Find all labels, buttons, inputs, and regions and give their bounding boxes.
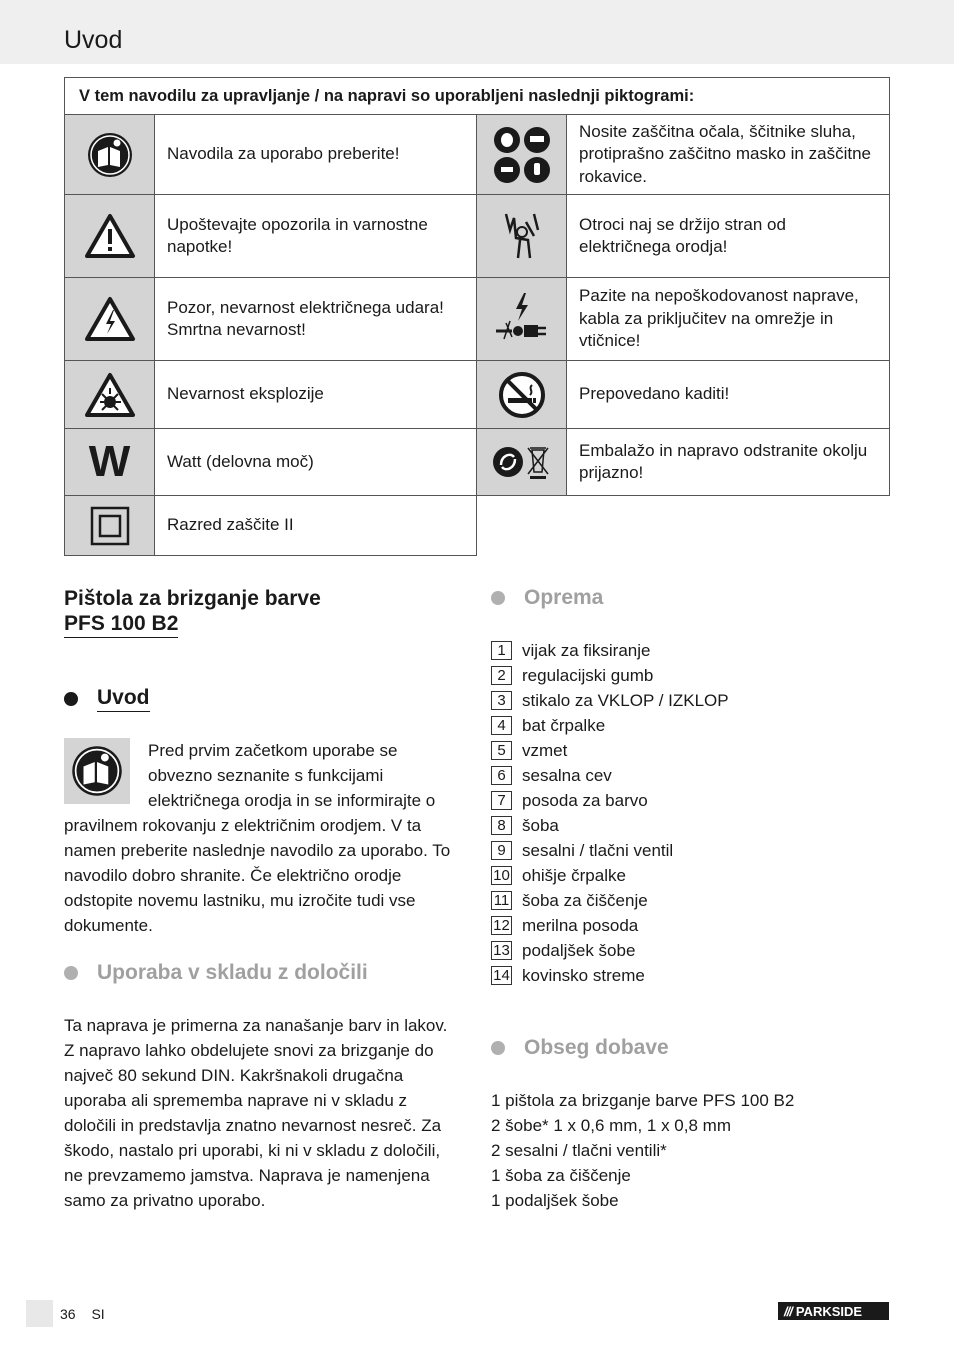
- equipment-number: 7: [491, 791, 512, 810]
- equipment-number: 8: [491, 816, 512, 835]
- read-manual-icon: [64, 738, 130, 804]
- delivery-section: [491, 1036, 891, 1060]
- bullet-icon: [491, 591, 505, 605]
- pictogram-text: Watt (delovna moč): [155, 429, 477, 496]
- footer-marker: [26, 1300, 53, 1327]
- equipment-label: šoba za čiščenje: [522, 890, 648, 910]
- equipment-label: šoba: [522, 815, 559, 835]
- pictogram-text: Razred zaščite II: [155, 496, 477, 556]
- equipment-number: 11: [491, 891, 512, 910]
- equipment-item: [491, 913, 891, 938]
- delivery-item: 2 sesalni / tlačni ventili*: [491, 1141, 667, 1160]
- page-header-bar: [0, 0, 954, 64]
- pictogram-text: Prepovedano kaditi!: [567, 361, 890, 429]
- equipment-number: 14: [491, 966, 512, 985]
- page-title: Uvod: [64, 26, 123, 54]
- intro-heading: Uvod: [64, 686, 464, 712]
- equipment-number: 9: [491, 841, 512, 860]
- equipment-item: [491, 713, 891, 738]
- equipment-number: 4: [491, 716, 512, 735]
- equipment-number: 12: [491, 916, 512, 935]
- brand-name: PARKSIDE: [795, 1303, 863, 1319]
- equipment-item: [491, 813, 891, 838]
- equipment-label: podaljšek šobe: [522, 940, 636, 960]
- equipment-item: [491, 788, 891, 813]
- usage-text: Ta naprava je primerna za nanašanje barv in lakov. Z napravo lahko obdelujete snovi za brizganje do največ 80 sekund DIN. Kakršnakoli drugačna uporaba ali sprememba naprave ni v skladu z določili in predstavlja znatno nevarnost nesreč. Za škodo, nastalo pri uporabi, ki ni v skladu z določili, ne prevzamemo jamstva. Naprava je namenjena samo za privatno uporabo.: [64, 1016, 448, 1210]
- protective-gear-icon: [477, 115, 567, 195]
- equipment-item: [491, 963, 891, 988]
- delivery-item: 1 podaljšek šobe: [491, 1191, 619, 1210]
- delivery-item: 2 šobe* 1 x 0,6 mm, 1 x 0,8 mm: [491, 1116, 731, 1135]
- intro-body: [64, 738, 462, 938]
- usage-section: [64, 961, 464, 985]
- bullet-icon: [64, 692, 78, 706]
- equipment-item: [491, 688, 891, 713]
- pictogram-text: Nosite zaščitna očala, ščitnike sluha, protiprašno zaščitno masko in zaščitne rokavice.: [567, 115, 890, 195]
- pictogram-text: Embalažo in napravo odstranite okolju prijazno!: [567, 429, 890, 496]
- equipment-number: 2: [491, 666, 512, 685]
- pictogram-table: [64, 77, 890, 556]
- equipment-number: 6: [491, 766, 512, 785]
- bullet-icon: [64, 966, 78, 980]
- equipment-section: [491, 586, 891, 610]
- no-smoking-icon: [477, 361, 567, 429]
- page-number: 36: [60, 1306, 76, 1322]
- brand-logo: [778, 1302, 889, 1320]
- equipment-label: vijak za fiksiranje: [522, 640, 651, 660]
- read-manual-icon: [65, 115, 155, 195]
- equipment-label: sesalna cev: [522, 765, 612, 785]
- footer-info: [60, 1306, 117, 1322]
- electric-shock-icon: [65, 278, 155, 361]
- equipment-number: 13: [491, 941, 512, 960]
- pictogram-text: Upoštevajte opozorila in varnostne napotke!: [155, 195, 477, 278]
- equipment-item: [491, 938, 891, 963]
- equipment-label: ohišje črpalke: [522, 865, 626, 885]
- logo-stripes: ///: [784, 1303, 792, 1319]
- delivery-heading: Obseg dobave: [491, 1036, 891, 1060]
- equipment-item: [491, 763, 891, 788]
- intro-text: Pred prvim začetkom uporabe se obvezno seznanite s funkcijami električnega orodja in se informirajte o pravilnem rokovanju z električnim orodjem. V ta namen preberite naslednje navodilo za uporabo. To navodilo dobro shranite. Če električno orodje odstopite novemu lastniku, mu izročite tudi vse dokumente.: [64, 741, 451, 935]
- delivery-item: 1 pištola za brizganje barve PFS 100 B2: [491, 1091, 795, 1110]
- product-title: Pištola za brizganje barve PFS 100 B2: [64, 586, 464, 636]
- equipment-item: [491, 638, 891, 663]
- damaged-cable-icon: [477, 278, 567, 361]
- pictogram-table-heading: V tem navodilu za upravljanje / na napravi so uporabljeni naslednji piktogrami:: [65, 78, 890, 115]
- pictogram-text: Pazite na nepoškodovanost naprave, kabla za priključitev na omrežje in vtičnice!: [567, 278, 890, 361]
- equipment-heading: Oprema: [491, 586, 891, 610]
- explosion-icon: [65, 361, 155, 429]
- equipment-label: stikalo za VKLOP / IZKLOP: [522, 690, 729, 710]
- keep-children-away-icon: [477, 195, 567, 278]
- equipment-number: 10: [491, 866, 512, 885]
- equipment-item: [491, 888, 891, 913]
- equipment-item: [491, 838, 891, 863]
- equipment-list: [491, 638, 891, 988]
- equipment-label: vzmet: [522, 740, 568, 760]
- equipment-label: bat črpalke: [522, 715, 606, 735]
- equipment-label: posoda za barvo: [522, 790, 648, 810]
- protection-class-ii-icon: [65, 496, 155, 556]
- equipment-item: [491, 663, 891, 688]
- delivery-list: [491, 1088, 891, 1213]
- pictogram-text: Navodila za uporabo preberite!: [155, 115, 477, 195]
- bullet-icon: [491, 1041, 505, 1055]
- pictogram-text: Pozor, nevarnost električnega udara! Smrtna nevarnost!: [155, 278, 477, 361]
- equipment-label: sesalni / tlačni ventil: [522, 840, 674, 860]
- equipment-item: [491, 863, 891, 888]
- watt-icon: [65, 429, 155, 496]
- equipment-label: kovinsko streme: [522, 965, 645, 985]
- empty-cell: [477, 496, 890, 556]
- equipment-number: 5: [491, 741, 512, 760]
- delivery-item: 1 šoba za čiščenje: [491, 1166, 631, 1185]
- pictogram-text: Nevarnost eksplozije: [155, 361, 477, 429]
- warning-icon: [65, 195, 155, 278]
- equipment-label: merilna posoda: [522, 915, 639, 935]
- pictogram-text: Otroci naj se držijo stran od električnega orodja!: [567, 195, 890, 278]
- language-code: SI: [91, 1306, 105, 1322]
- equipment-item: [491, 738, 891, 763]
- equipment-label: regulacijski gumb: [522, 665, 654, 685]
- left-column: [64, 586, 464, 636]
- intro-section: [64, 686, 464, 712]
- usage-heading: Uporaba v skladu z določili: [64, 961, 464, 985]
- watt-symbol: W: [88, 437, 131, 486]
- recycling-icon: [477, 429, 567, 496]
- equipment-number: 3: [491, 691, 512, 710]
- equipment-number: 1: [491, 641, 512, 660]
